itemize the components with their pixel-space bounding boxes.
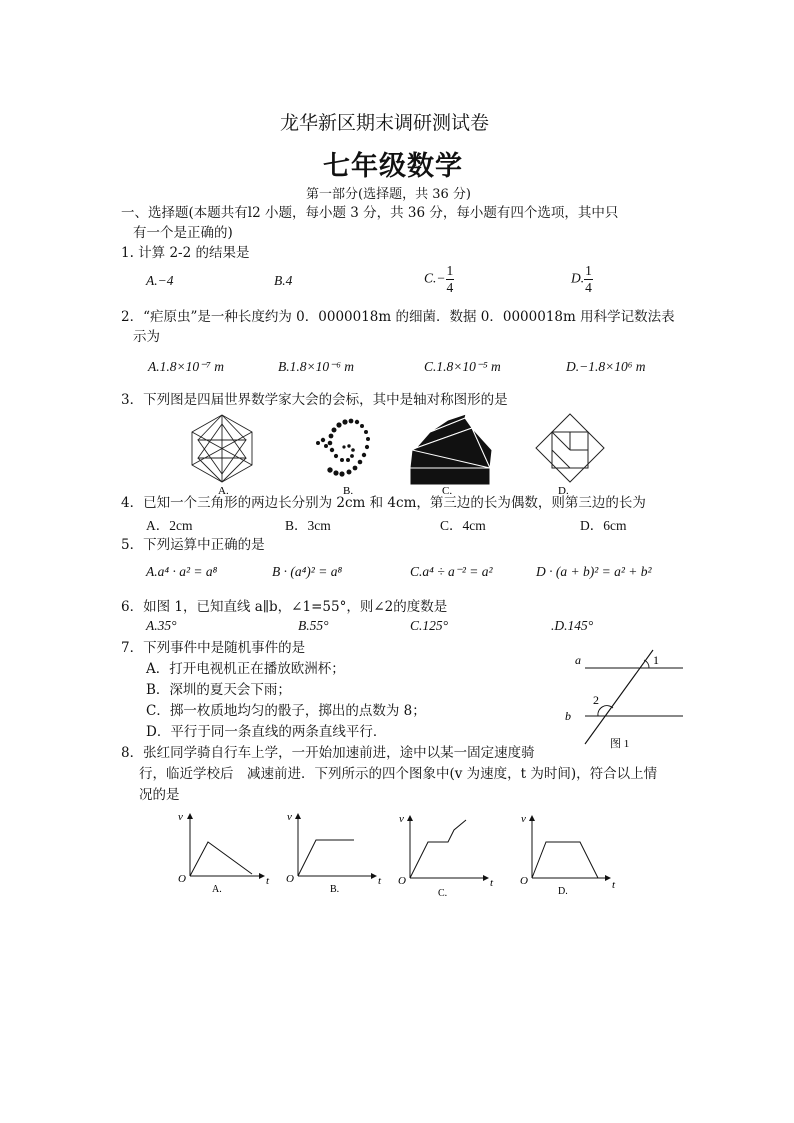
question-4-option-d: D．6cm	[580, 518, 627, 533]
exam-subtitle: 龙华新区期末调研测试卷	[280, 112, 490, 134]
question-7-stem: 7．下列事件中是随机事件的是	[121, 640, 306, 656]
graph-a	[190, 814, 264, 876]
question-1-option-b: B.4	[274, 273, 293, 288]
graph-c-v-label: v	[399, 813, 404, 825]
fraction	[446, 263, 455, 296]
graph-b-origin: O	[286, 873, 294, 885]
question-7-option-a: A．打开电视机正在播放欧洲杯；	[146, 661, 345, 677]
option-c-prefix: C.−	[424, 270, 446, 286]
figure-1-caption: 图 1	[610, 738, 630, 750]
graph-c	[410, 816, 488, 878]
logo-b-spiral-icon	[316, 419, 370, 477]
graph-d-origin: O	[520, 875, 528, 887]
exam-title: 七年级数学	[323, 151, 463, 182]
question-7-option-b: B．深圳的夏天会下雨；	[146, 682, 291, 698]
part-heading: 第一部分(选择题，共 36 分)	[306, 187, 471, 202]
question-2-option-a: A.1.8×10⁻⁷ m	[148, 359, 225, 374]
fraction-numerator: 1	[585, 263, 592, 278]
graph-b-t-label: t	[378, 875, 382, 887]
question-3-stem: 3．下列图是四届世界数学家大会的会标，其中是轴对称图形的是	[121, 392, 508, 408]
logo-a-polyhedron-icon	[192, 415, 252, 482]
option-d-prefix: D.	[571, 270, 585, 286]
question-4-option-c: C．4cm	[440, 518, 486, 533]
question-3-logos	[180, 410, 620, 495]
logo-d-square-icon	[536, 414, 604, 482]
question-8-graphs	[170, 808, 630, 900]
question-8-stem-line3: 况的是	[139, 787, 180, 803]
question-1-stem: 1. 计算 2-2 的结果是	[121, 245, 250, 261]
question-5-option-a: A.a⁴ · a² = a⁸	[146, 564, 218, 579]
question-6-stem: 6．如图 1，已知直线 a∥b，∠1=55°，则∠2的度数是	[121, 599, 448, 615]
graph-a-origin: O	[178, 873, 186, 885]
fraction	[584, 263, 593, 296]
logo-label-a: A.	[218, 485, 229, 495]
figure-1-parallel-lines	[565, 648, 690, 753]
fraction-denominator: 4	[585, 280, 592, 295]
question-6-option-d: .D.145°	[551, 618, 594, 633]
question-1-option-a: A.−4	[146, 273, 174, 288]
label-line-a: a	[575, 653, 581, 667]
graph-d	[532, 816, 610, 878]
question-2-option-b: B.1.8×10⁻⁶ m	[278, 359, 355, 374]
question-8-stem-line1: 8．张红同学骑自行车上学，一开始加速前进，途中以某一固定速度骑	[121, 745, 535, 761]
section-instructions-line1: 一、选择题(本题共有l2 小题，每小题 3 分，共 36 分，每小题有四个选项，其中只	[121, 205, 619, 221]
question-4-option-a: A．2cm	[146, 518, 193, 533]
graph-a-v-label: v	[178, 811, 183, 823]
question-6-option-a: A.35°	[146, 618, 177, 633]
question-6-option-c: C.125°	[410, 618, 449, 633]
graph-d-t-label: t	[612, 879, 616, 891]
question-4-stem: 4．已知一个三角形的两边长分别为 2cm 和 4cm，第三边的长为偶数，则第三边的长为	[121, 495, 646, 511]
graph-b-v-label: v	[287, 811, 292, 823]
question-5-stem: 5．下列运算中正确的是	[121, 537, 265, 553]
logo-label-c: C.	[442, 485, 453, 495]
graph-d-v-label: v	[521, 813, 526, 825]
graph-a-label: A.	[212, 884, 222, 895]
question-5-option-b: B · (a⁴)² = a⁸	[272, 564, 343, 579]
question-5-option-c: C.a⁴ ÷ a⁻² = a²	[410, 564, 493, 579]
graph-c-label: C.	[438, 888, 448, 899]
question-8-stem-line2: 行，临近学校后 减速前进．下列所示的四个图象中(v 为速度，t 为时间)，符合以上情	[139, 766, 658, 782]
question-2-option-d: D.−1.8×10⁶ m	[566, 359, 646, 374]
logo-c-fan-icon	[410, 414, 492, 485]
logo-label-d: D.	[558, 485, 569, 495]
question-2-stem-line1: 2．“疟原虫”是一种长度约为 0．0000018m 的细菌．数据 0．0000018m 用科学记数法表	[121, 309, 675, 325]
graph-b	[298, 814, 376, 876]
question-2-stem-line2: 示为	[133, 329, 160, 345]
question-4-option-b: B．3cm	[285, 518, 331, 533]
question-7-option-d: D．平行于同一条直线的两条直线平行．	[146, 724, 387, 740]
question-1-option-d	[571, 263, 593, 296]
graph-a-t-label: t	[266, 875, 270, 887]
graph-c-t-label: t	[490, 877, 494, 889]
label-angle-1: 1	[653, 653, 659, 667]
graph-b-label: B.	[330, 884, 340, 895]
label-line-b: b	[565, 709, 571, 723]
question-6-option-b: B.55°	[298, 618, 329, 633]
graph-c-origin: O	[398, 875, 406, 887]
fraction-numerator: 1	[446, 263, 454, 278]
label-angle-2: 2	[593, 693, 599, 707]
question-1-option-c	[424, 263, 454, 296]
question-7-option-c: C．掷一枚质地均匀的骰子，掷出的点数为 8；	[146, 703, 426, 719]
question-2-option-c: C.1.8×10⁻⁵ m	[424, 359, 501, 374]
question-5-option-d: D · (a + b)² = a² + b²	[536, 564, 652, 579]
logo-label-b: B.	[343, 485, 354, 495]
graph-d-label: D.	[558, 886, 568, 897]
fraction-denominator: 4	[446, 280, 454, 295]
section-instructions-line2: 有一个是正确的)	[133, 225, 233, 241]
angle-2-arc	[598, 706, 613, 716]
